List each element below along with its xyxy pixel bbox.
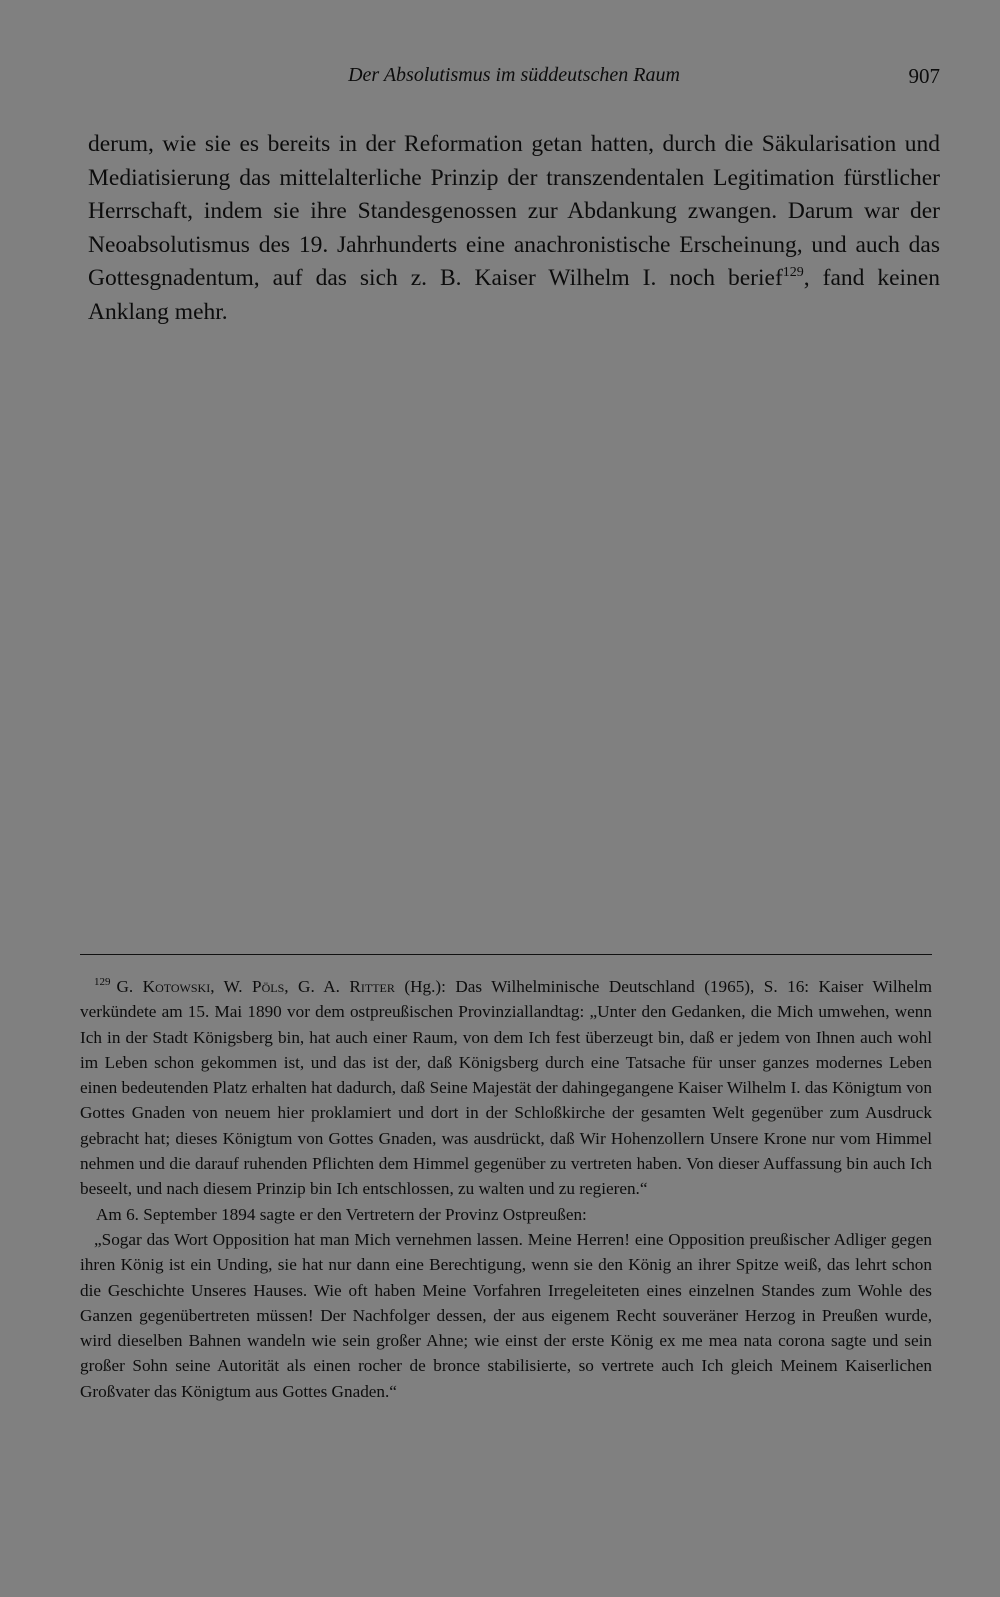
footnote-authors: G. Kotowski, W. Pöls, G. A. Ritter bbox=[116, 977, 395, 996]
page-header bbox=[88, 62, 940, 92]
page-number: 907 bbox=[908, 64, 940, 88]
body-text-before-note: derum, wie sie es bereits in der Reformation getan hatten, durch die Säkularisation und Mediatisierung das mittelalterliche Prinzip der transzendentalen Legitimation fürstlicher Herrschaft, indem sie ihre Standesgenossen zur Abdankung zwangen. Darum war der Neoabsolutismus des 19. Jahrhunderts eine anachronistische Erscheinung, und auch das Gottesgnadentum, auf das sich z. B. Kaiser Wilhelm I. noch berief bbox=[88, 131, 940, 292]
running-title: Der Absolutismus im süddeutschen Raum bbox=[348, 64, 680, 86]
footnote-number: 129 bbox=[94, 976, 111, 989]
footnote-paragraph-2: Am 6. September 1894 sagte er den Vertretern der Provinz Ostpreußen: bbox=[96, 1204, 587, 1224]
footnote-separator bbox=[80, 954, 932, 955]
footnote-129 bbox=[80, 974, 932, 1404]
footnote-text: (Hg.): Das Wilhelminische Deutschland (1965), S. 16: Kaiser Wilhelm verkündete am 15. Mai 1890 vor dem ostpreußischen Provinziallandtag: „Unter den Gedanken, die Mich umwehen, wenn Ich in der Stadt Königsberg bin, hat auch einer Raum, von dem Ich fest überzeugt bin, daß er jedem von Ihnen auch wohl im Leben schon gekommen ist, und das ist der, daß Königsberg durch eine Tatsache für unser ganzes modernes Leben einen bedeutenden Platz erhalten hat dadurch, daß Seine Majestät der dahingegangene Kaiser Wilhelm I. das Königtum von Gottes Gnaden von neuem hier proklamiert und dort in der Schloßkirche der gesamten Welt gegenüber zum Ausdruck gebracht hat; dieses Königtum von Gottes Gnaden, was ausdrückt, daß Wir Hohenzollern Unsere Krone nur vom Himmel nehmen und die darauf ruhenden Pflichten dem Himmel gegenüber zu vertreten haben. Von dieser Auffassung bin auch Ich beseelt, und nach diesem Prinzip bin Ich entschlossen, zu walten und zu regieren.“ bbox=[80, 977, 932, 1199]
footnote-reference: 129 bbox=[782, 265, 804, 281]
body-text-after-note: , fand keinen Anklang mehr. bbox=[88, 265, 940, 325]
footnote-paragraph-1 bbox=[80, 974, 932, 1202]
footnote-quote: „Sogar das Wort Opposition hat man Mich vernehmen lassen. Meine Herren! eine Opposition preußischer Adliger gegen ihren König ist ein Unding, sie hat nur dann eine Berechtigung, wenn sie den König an ihrer Spitze weiß, das lehrt schon die Geschichte Unseres Hauses. Wie oft haben Meine Vorfahren Irregeleiteten eines einzelnen Standes zum Wohle des Ganzen gegenübertreten müssen! Der Nachfolger dessen, der aus eigenem Recht souveräner Herzog in Preußen wurde, wird dieselben Bahnen wandeln wie sein großer Ahne; wie einst der erste König ex me mea nata corona sagte und sein großer Sohn seine Autorität als einen rocher de bronce stabilisierte, so vertrete auch Ich gleich Meinem Kaiserlichen Großvater das Königtum aus Gottes Gnaden.“ bbox=[80, 1229, 932, 1401]
body-paragraph bbox=[88, 128, 940, 330]
